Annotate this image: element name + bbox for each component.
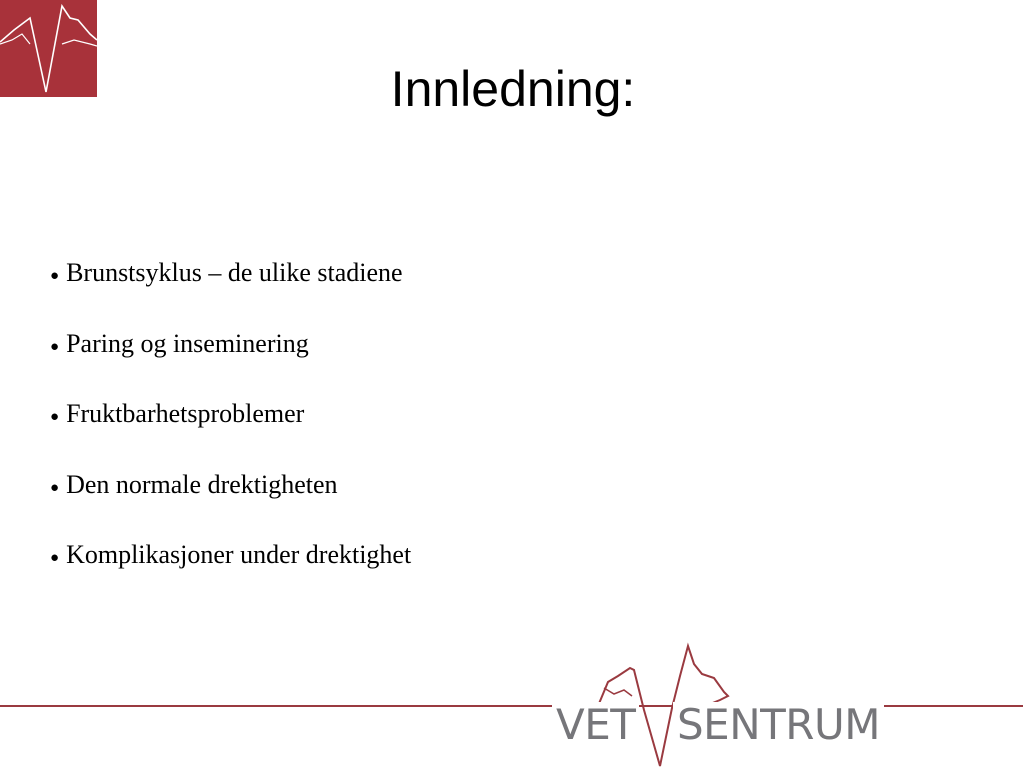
bullet-text: Brunstsyklus – de ulike stadiene xyxy=(66,258,403,287)
bullet-dot-icon: ● xyxy=(50,550,60,566)
slide-title: Innledning: xyxy=(390,61,636,117)
bullet-text: Fruktbarhetsproblemer xyxy=(66,399,305,428)
list-item xyxy=(50,326,411,397)
bullet-dot-icon: ● xyxy=(50,479,60,496)
brand-text-sentrum: SENTRUM xyxy=(673,702,884,748)
bullet-list xyxy=(50,255,411,608)
bullet-dot-icon: ● xyxy=(50,409,60,425)
list-item xyxy=(50,255,411,326)
bullet-text: Den normale drektigheten xyxy=(66,469,338,499)
list-item xyxy=(50,467,411,538)
bullet-dot-icon: ● xyxy=(50,268,60,284)
bullet-dot-icon: ● xyxy=(50,338,60,355)
brand-text-vet: VET xyxy=(552,702,639,748)
bullet-text: Paring og inseminering xyxy=(66,328,309,358)
list-item xyxy=(50,396,411,467)
bullet-text: Komplikasjoner under drektighet xyxy=(66,540,412,569)
list-item xyxy=(50,537,411,608)
